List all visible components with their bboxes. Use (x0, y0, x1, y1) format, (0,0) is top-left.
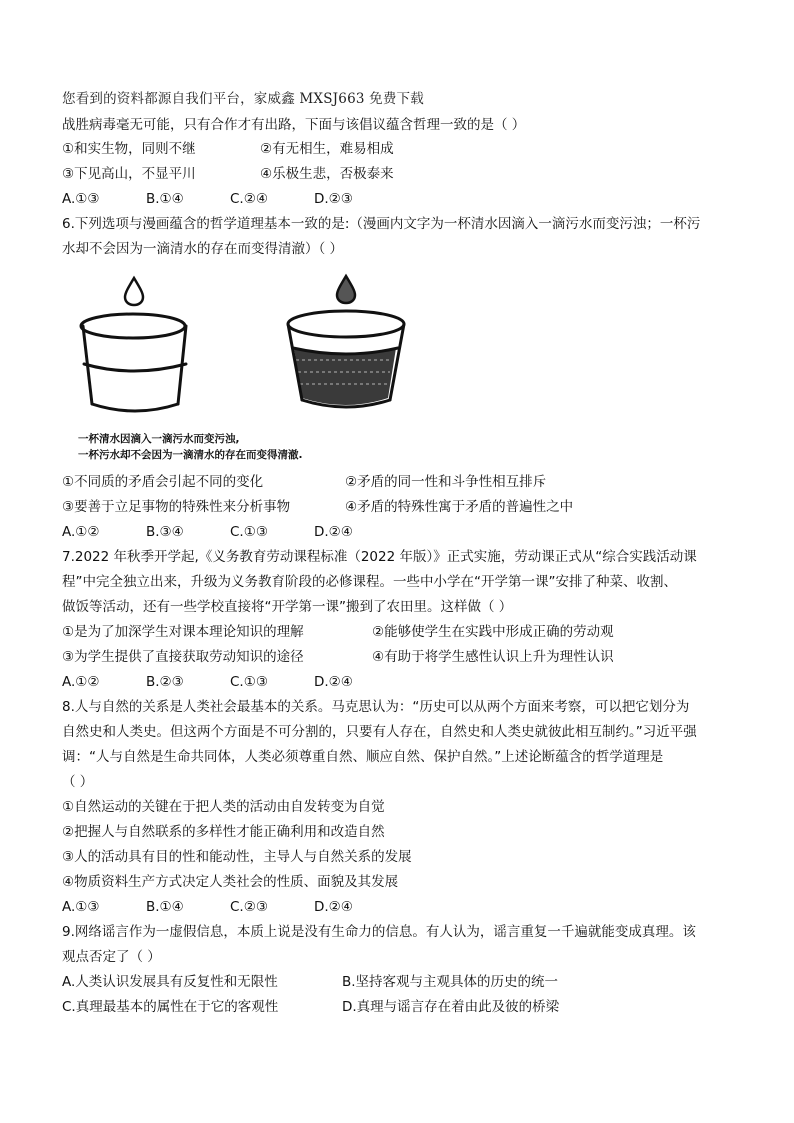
q7-option-1: ①是为了加深学生对课本理论知识的理解 (62, 624, 304, 640)
q8-option-2: ②把握人与自然联系的多样性才能正确利用和改造自然 (62, 824, 385, 840)
q7-stem-line1: 7.2022 年秋季开学起,《义务教育劳动课程标准（2022 年版）》正式实施，劳动课正式从“综合实践活动课 (62, 549, 697, 565)
q8-choice-d: D.②④ (314, 899, 353, 915)
q5-choice-c: C.②④ (230, 191, 268, 207)
q5-option-4: ④乐极生悲，否极泰来 (260, 166, 394, 182)
q9-choice-d: D.真理与谣言存在着由此及彼的桥梁 (342, 999, 560, 1015)
cartoon-caption-line2: 一杯污水却不会因为一滴清水的存在而变得清澈. (78, 449, 303, 461)
q9-choice-a: A.人类认识发展具有反复性和无限性 (62, 974, 278, 990)
q9-stem-line2: 观点否定了（ ） (62, 949, 161, 965)
q5-choice-a: A.①③ (62, 191, 100, 207)
q9-choice-c: C.真理最基本的属性在于它的客观性 (62, 999, 279, 1015)
q7-choice-a: A.①② (62, 674, 100, 690)
q6-choice-d: D.②④ (314, 524, 353, 540)
q6-choice-b: B.③④ (146, 524, 184, 540)
q5-stem: 战胜病毒毫无可能，只有合作才有出路，下面与该倡议蕴含哲理一致的是（ ） (62, 117, 526, 133)
q8-choice-b: B.①④ (146, 899, 184, 915)
q6-option-4: ④矛盾的特殊性寓于矛盾的普遍性之中 (345, 499, 574, 515)
q8-choice-c: C.②③ (230, 899, 268, 915)
q6-option-3: ③要善于立足事物的特殊性来分析事物 (62, 499, 291, 515)
clean-water-cup (81, 314, 186, 411)
q7-stem-line2: 程”中完全独立出来，升级为义务教育阶段的必修课程。一些中小学在“开学第一课”安排了种菜、收割、 (62, 574, 677, 590)
q7-choice-c: C.①③ (230, 674, 268, 690)
q7-choice-d: D.②④ (314, 674, 353, 690)
q5-choice-b: B.①④ (146, 191, 184, 207)
q6-option-1: ①不同质的矛盾会引起不同的变化 (62, 474, 264, 490)
q8-choice-a: A.①③ (62, 899, 100, 915)
q5-option-1: ①和实生物，同则不继 (62, 141, 196, 157)
q8-option-1: ①自然运动的关键在于把人类的活动由自发转变为自觉 (62, 799, 385, 815)
q5-option-2: ②有无相生，难易相成 (260, 141, 394, 157)
q9-choice-b: B.坚持客观与主观具体的历史的统一 (342, 974, 559, 990)
q7-option-4: ④有助于将学生感性认识上升为理性认识 (372, 649, 614, 665)
q7-stem-line3: 做饭等活动，还有一些学校直接将“开学第一课”搬到了农田里。这样做（ ） (62, 599, 513, 615)
q8-option-3: ③人的活动具有目的性和能动性，主导人与自然关系的发展 (62, 849, 412, 865)
dirty-water-cup (288, 311, 404, 407)
clean-drop-icon (125, 278, 143, 305)
q6-stem-line2: 水却不会因为一滴清水的存在而变得清澈）（ ） (62, 241, 344, 257)
q8-stem-line4: （ ） (62, 774, 94, 790)
q6-option-2: ②矛盾的同一性和斗争性相互排斥 (345, 474, 547, 490)
q8-stem-line3: 调：“人与自然是生命共同体，人类必须尊重自然、顺应自然、保护自然。”上述论断蕴含的哲学道理是 (62, 749, 664, 765)
q7-option-2: ②能够使学生在实践中形成正确的劳动观 (372, 624, 614, 640)
q7-option-3: ③为学生提供了直接获取劳动知识的途径 (62, 649, 304, 665)
q6-stem-line1: 6.下列选项与漫画蕴含的哲学道理基本一致的是:（漫画内文字为一杯清水因滴入一滴污水而变污浊；一杯污 (62, 216, 701, 232)
cartoon-image (78, 272, 414, 462)
q5-option-3: ③下见高山，不显平川 (62, 166, 196, 182)
q7-choice-b: B.②③ (146, 674, 184, 690)
dirty-drop-icon (337, 276, 355, 303)
q8-option-4: ④物质资料生产方式决定人类社会的性质、面貌及其发展 (62, 874, 399, 890)
q9-stem-line1: 9.网络谣言作为一虚假信息，本质上说是没有生命力的信息。有人认为，谣言重复一千遍就能变成真理。该 (62, 924, 696, 940)
q6-choice-a: A.①② (62, 524, 100, 540)
q8-stem-line2: 自然史和人类史。但这两个方面是不可分割的，只要有人存在，自然史和人类史就彼此相互制约。”习近平强 (62, 724, 697, 740)
q5-choice-d: D.②③ (314, 191, 353, 207)
cartoon-caption-line1: 一杯清水因滴入一滴污水而变污浊, (78, 433, 240, 445)
q8-stem-line1: 8.人与自然的关系是人类社会最基本的关系。马克思认为：“历史可以从两个方面来考察，可以把它划分为 (62, 699, 690, 715)
q6-choice-c: C.①③ (230, 524, 268, 540)
watermark-text: 您看到的资料都源自我们平台，家威鑫 MXSJ663 免费下载 (62, 91, 424, 107)
